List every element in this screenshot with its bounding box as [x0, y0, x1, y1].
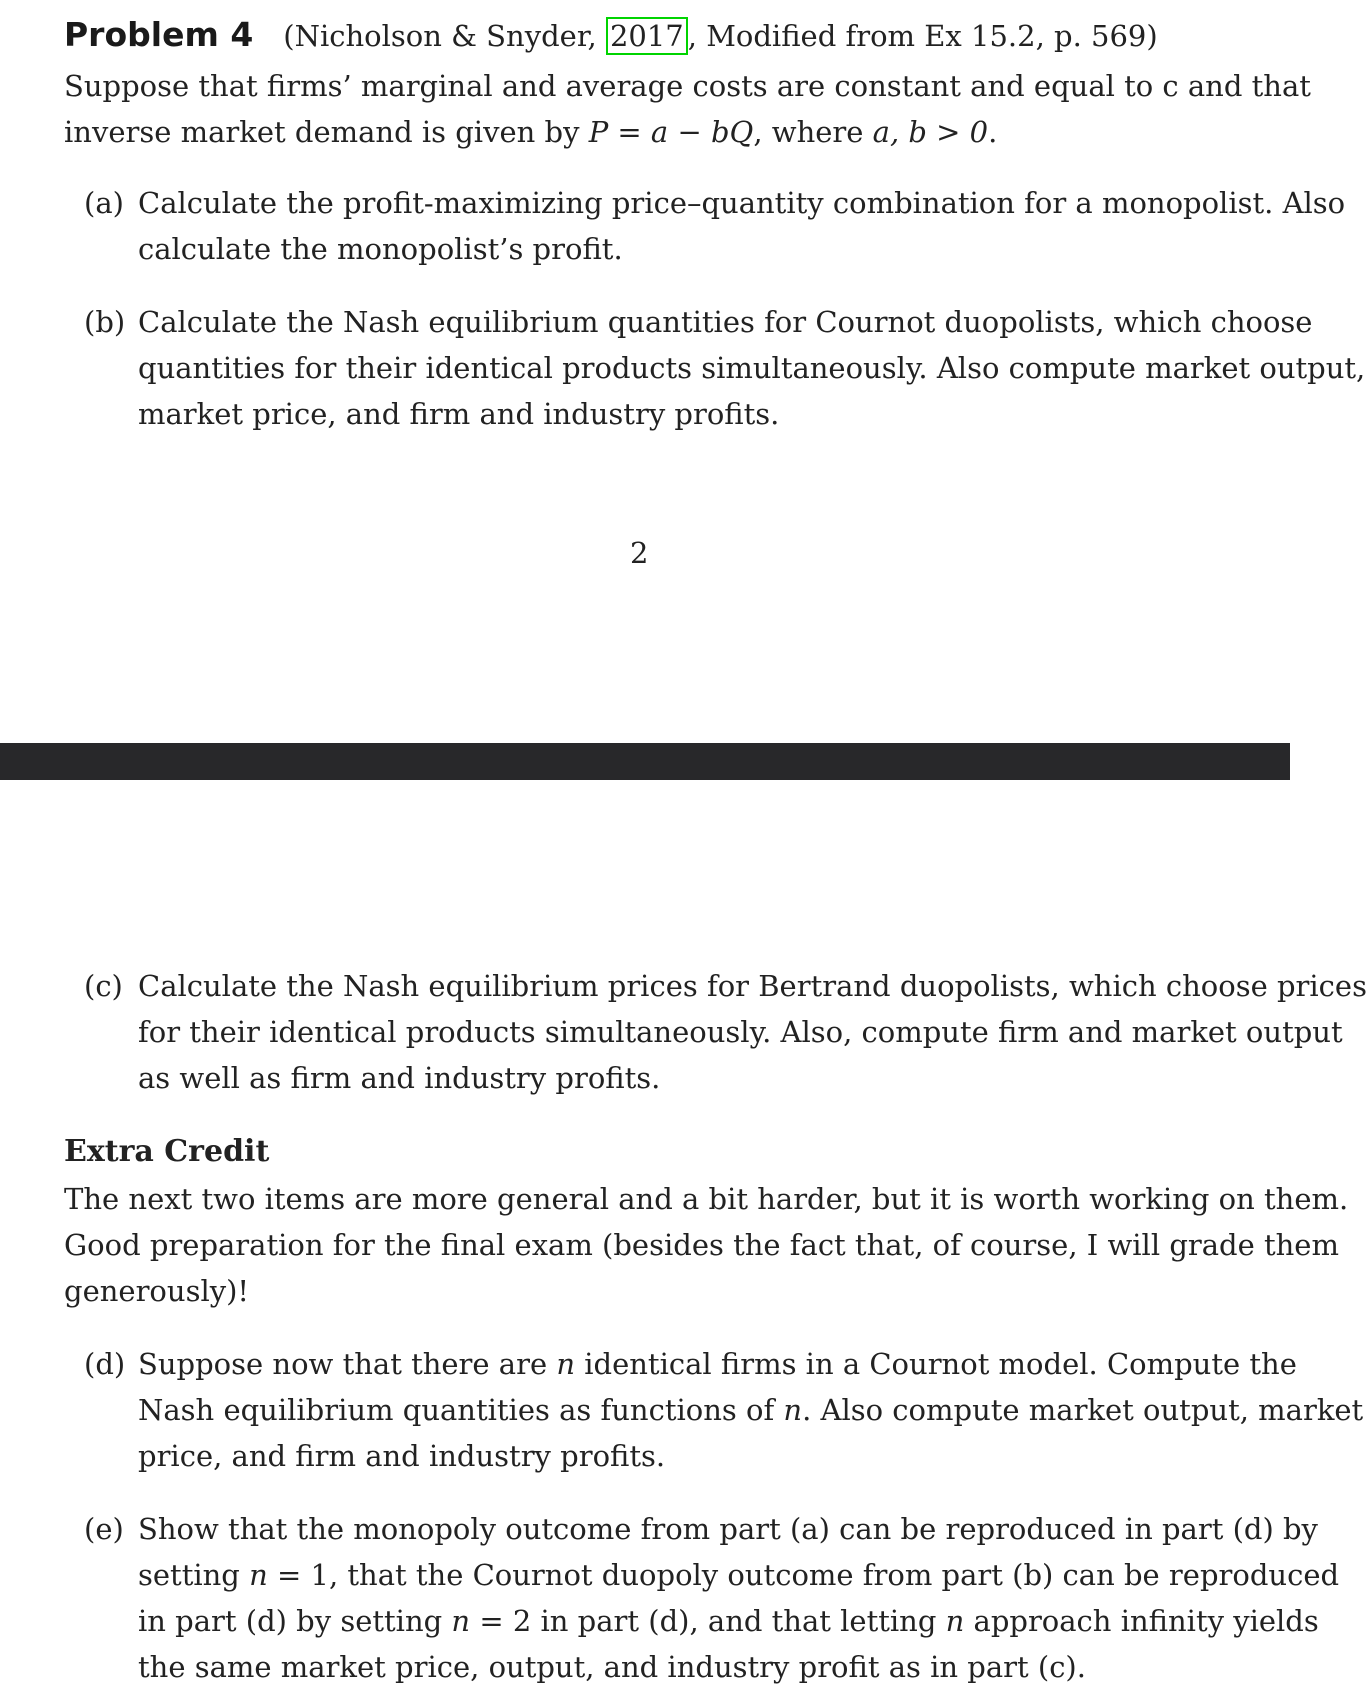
part-c-line-3: as well as firm and industry profits.: [138, 1061, 661, 1095]
part-b-line-3: market price, and firm and industry profits.: [138, 397, 780, 431]
citation-close: , Modified from Ex 15.2, p. 569): [687, 19, 1158, 53]
page-number: 2: [630, 536, 649, 570]
part-e-line-4: the same market price, output, and industry profit as in part (c).: [138, 1650, 1086, 1684]
intro-line-1: Suppose that firms’ marginal and average costs are constant and equal to c and that: [64, 69, 1311, 103]
part-d-text-2: Nash equilibrium quantities as functions of: [138, 1393, 784, 1427]
intro-text-mid: , where: [753, 115, 873, 149]
part-c-line-2: for their identical products simultaneously. Also, compute firm and market output: [138, 1015, 1343, 1049]
part-d-label: (d): [84, 1347, 126, 1381]
problem-title: [64, 12, 1158, 59]
demand-equation: P = a − bQ: [588, 115, 754, 149]
part-a-line-2: calculate the monopolist’s profit.: [138, 232, 623, 266]
intro-text: inverse market demand is given by: [64, 115, 589, 149]
extra-credit-line-2: Good preparation for the final exam (besides the fact that, of course, I will grade them: [64, 1228, 1339, 1262]
problem-label: Problem 4: [64, 15, 254, 54]
part-e-label: (e): [84, 1512, 124, 1546]
part-d-text-2-post: . Also compute market output, market: [802, 1393, 1364, 1427]
part-c-line-1: Calculate the Nash equilibrium prices for Bertrand duopolists, which choose prices: [138, 969, 1367, 1003]
part-d-line-2: [138, 1387, 1364, 1433]
part-d-line-3: price, and firm and industry profits.: [138, 1439, 666, 1473]
part-a-label: (a): [84, 186, 124, 220]
intro-text-end: .: [988, 115, 998, 149]
part-e-line-1: Show that the monopoly outcome from part (a) can be reproduced in part (d) by: [138, 1512, 1318, 1546]
citation-open: (Nicholson & Snyder,: [283, 19, 606, 53]
part-e-text-eq: = 1, that the Cournot duopoly outcome from part (b) can be reproduced: [267, 1558, 1340, 1592]
part-e-text-3-post: approach infinity yields: [964, 1604, 1319, 1638]
part-c-label: (c): [84, 969, 123, 1003]
citation-year-link[interactable]: 2017: [606, 17, 688, 55]
variable-n: n: [556, 1347, 576, 1381]
variable-n: n: [783, 1393, 803, 1427]
page-divider: [0, 743, 1290, 780]
part-b-line-1: Calculate the Nash equilibrium quantities for Cournot duopolists, which choose: [138, 305, 1313, 339]
part-a-line-1: Calculate the profit-maximizing price–quantity combination for a monopolist. Also: [138, 186, 1346, 220]
extra-credit-line-1: The next two items are more general and a bit harder, but it is worth working on them.: [64, 1182, 1349, 1216]
page-bottom: [0, 780, 1367, 1690]
part-b-line-2: quantities for their identical products simultaneously. Also compute market output,: [138, 351, 1366, 385]
intro-line-2: [64, 109, 997, 155]
part-d-text: Suppose now that there are: [138, 1347, 557, 1381]
part-e-text: setting: [138, 1558, 250, 1592]
variable-n: n: [249, 1558, 268, 1592]
variable-n: n: [945, 1604, 965, 1638]
extra-credit-heading: Extra Credit: [64, 1134, 270, 1169]
variable-n: n: [451, 1604, 471, 1638]
part-b-label: (b): [84, 305, 126, 339]
part-d-line-1: [138, 1341, 1297, 1387]
extra-credit-line-3: generously)!: [64, 1274, 250, 1308]
part-d-text-post: identical firms in a Cournot model. Compute the: [575, 1347, 1297, 1381]
page-top: [0, 0, 1366, 743]
part-e-text-3-mid: = 2 in part (d), and that letting: [470, 1604, 946, 1638]
part-e-line-3: [138, 1598, 1319, 1644]
part-e-text-3: in part (d) by setting: [138, 1604, 452, 1638]
parameter-condition: a, b > 0: [872, 115, 989, 149]
part-e-line-2: [138, 1552, 1340, 1598]
